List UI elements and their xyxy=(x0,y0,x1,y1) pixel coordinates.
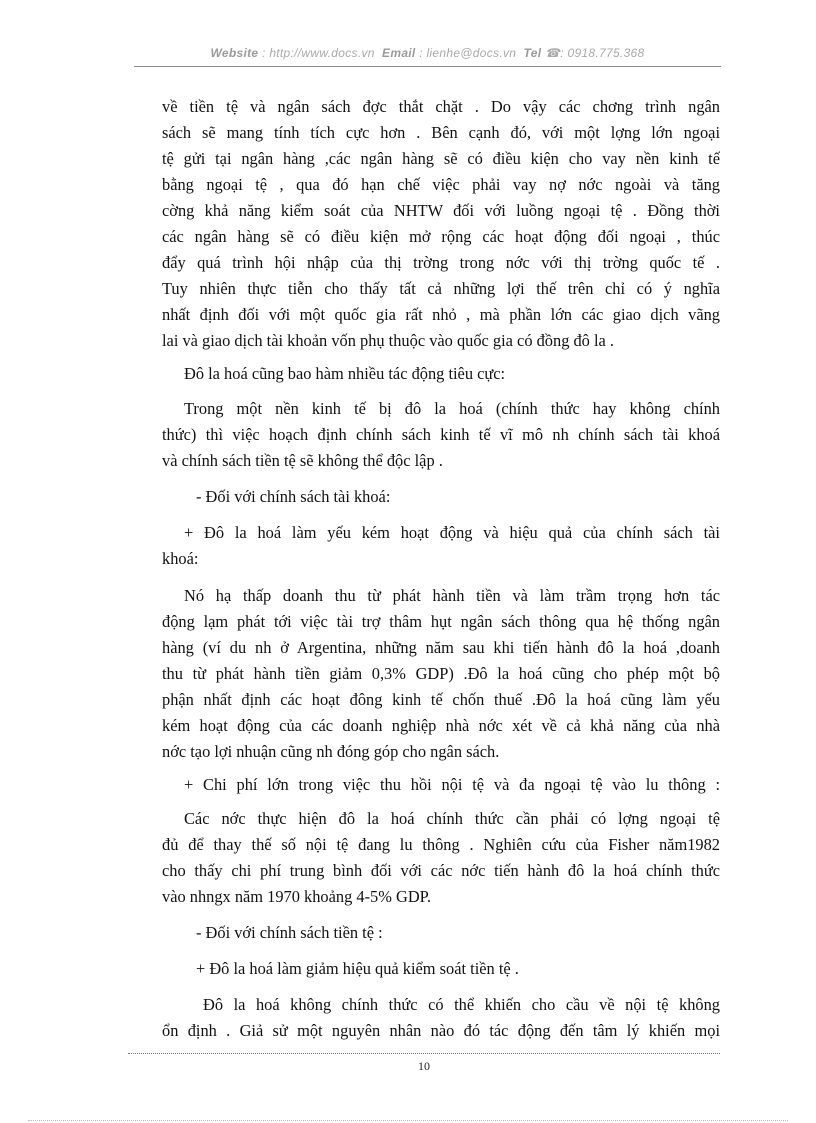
text-line: tệ gửi tại ngân hàng ,các ngân hàng sẽ có điều kiện cho vay nền kinh tế xyxy=(162,149,720,168)
page-bottom-rule xyxy=(28,1120,788,1121)
text-line: sách sẽ mang tính tích cực hơn . Bên cạnh đó, với một lợng lớn ngoại xyxy=(162,123,720,142)
text-line: và chính sách tiền tệ sẽ không thể độc lập . xyxy=(162,451,443,470)
text-line: - Đối với chính sách tiền tệ : xyxy=(196,923,383,942)
text-line: - Đối với chính sách tài khoá: xyxy=(196,487,391,506)
text-line: lai và giao dịch tài khoản vốn phụ thuộc vào quốc gia có đồng đô la . xyxy=(162,331,614,350)
text-line: Tuy nhiên thực tiễn cho thấy tất cả những lợi thế trên chỉ có ý nghĩa xyxy=(162,279,720,298)
text-line: + Chi phí lớn trong việc thu hồi nội tệ và đa ngoại tệ vào lu thông : xyxy=(184,775,720,794)
text-line: vào nhngx năm 1970 khoảng 4-5% GDP. xyxy=(162,887,432,906)
website-label: Website xyxy=(210,46,259,60)
website-value: : http://www.docs.vn xyxy=(262,46,375,60)
text-line: Trong một nền kinh tế bị đô la hoá (chính thức hay không chính xyxy=(184,399,720,418)
text-line: nớc tạo lợi nhuận cũng nh đóng góp cho ngân sách. xyxy=(162,742,500,761)
email-label: Email xyxy=(382,46,416,60)
tel-value: : 0918.775.368 xyxy=(560,46,645,60)
text-line: hàng (ví du nh ở Argentina, những năm sau khi tiến hành đô la hoá ,doanh xyxy=(162,638,720,657)
text-line: Đô la hoá cũng bao hàm nhiều tác động tiêu cực: xyxy=(184,364,506,383)
text-line: động lạm phát tới việc tài trợ thâm hụt ngân sách thông qua hệ thống ngân xyxy=(162,612,720,631)
text-line: các ngân hàng sẽ có điều kiện mở rộng các hoạt động đối ngoại , thúc xyxy=(162,227,720,246)
header-rule xyxy=(134,66,721,67)
text-line: về tiền tệ và ngân sách đợc thắt chặt . Do vậy các chơng trình ngân xyxy=(162,97,720,116)
text-line: nhất định đối với một quốc gia rất nhỏ , mà phần lớn các giao dịch vãng xyxy=(162,305,720,324)
text-line: thức) thì việc hoạch định chính sách kinh tế vĩ mô nh chính sách tài khoá xyxy=(162,425,720,444)
phone-icon: ☎ xyxy=(544,46,561,60)
text-line: đủ để thay thế số nội tệ đang lu thông . Nghiên cứu của Fisher năm1982 xyxy=(162,835,720,854)
text-line: + Đô la hoá làm yếu kém hoạt động và hiệu quả của chính sách tài xyxy=(184,523,720,542)
text-line: Nó hạ thấp doanh thu từ phát hành tiền và làm trầm trọng hơn tác xyxy=(184,586,720,605)
text-line: + Đô la hoá làm giảm hiệu quả kiểm soát tiền tệ . xyxy=(196,959,519,978)
footer-rule xyxy=(128,1053,720,1054)
text-line: đẩy quá trình hội nhập của thị trờng trong nớc với thị trờng quốc tế . xyxy=(162,253,720,272)
text-line: cờng khả năng kiểm soát của NHTW đối với luồng ngoại tệ . Đồng thời xyxy=(162,201,720,220)
text-line: kém hoạt động của các doanh nghiệp nhà nớc xét về cả khả năng của nhà xyxy=(162,716,720,735)
text-line: thu từ phát hành tiền giảm 0,3% GDP) .Đô la hoá cũng cho phép một bộ xyxy=(162,664,720,683)
text-line: bằng ngoại tệ , qua đó hạn chế việc phải vay nợ nớc ngoài và tăng xyxy=(162,175,720,194)
text-line: khoá: xyxy=(162,549,199,568)
text-line: phận nhất định các hoạt đông kinh tế chốn thuế .Đô la hoá cũng làm yếu xyxy=(162,690,720,709)
text-line: Đô la hoá không chính thức có thể khiến cho cầu về nội tệ không xyxy=(203,995,720,1014)
page-number: 10 xyxy=(418,1059,430,1073)
text-line: cho thấy chi phí trung bình đối với các nớc tiến hành đô la hoá chính thức xyxy=(162,861,720,880)
text-line: Các nớc thực hiện đô la hoá chính thức cần phải có lợng ngoại tệ xyxy=(184,809,720,828)
document-body xyxy=(162,96,720,1041)
tel-label: Tel xyxy=(523,46,542,60)
text-line: ổn định . Giả sử một nguyên nhân nào đó tác động đến tâm lý khiến mọi xyxy=(162,1021,720,1040)
page-header xyxy=(134,46,721,68)
email-value: : lienhe@docs.vn xyxy=(419,46,517,60)
